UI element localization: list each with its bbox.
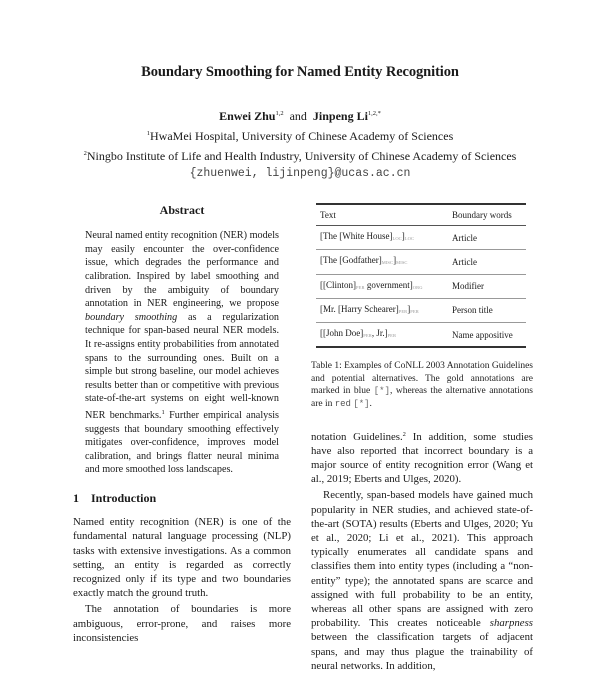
table-cell-boundary: Article xyxy=(448,250,526,274)
left-column xyxy=(73,203,291,645)
table-row xyxy=(316,226,526,250)
affil-mark: 2 xyxy=(83,150,87,157)
span-text: , Jr.] xyxy=(371,328,388,339)
author-joiner: and xyxy=(289,109,307,123)
span-text: [Mr. [Harry Schearer] xyxy=(320,303,399,314)
body-text: Recently, span-based models have gained much popularity in NER studies, and achieved state-of-the-art (SOTA) results (Eberts and Ulges, 2020; Yu et al., 2020; Li et al., 2021). This approach typically enumerates all candidate spans and classifies them into entity types (including a “non-entity” type); the annotated spans are scarce and assigned with full probability to be an entity, whereas all other spans are assigned with zero probability. This creates noticeable xyxy=(311,489,533,630)
span-text: [The [White House] xyxy=(320,231,393,242)
author-name: Enwei Zhu xyxy=(219,109,276,123)
affil-mark: 1 xyxy=(146,130,150,137)
abstract-body xyxy=(85,229,279,477)
entity-tag: PER xyxy=(410,308,419,314)
caption-marker: [*] xyxy=(353,399,370,409)
author-affil-mark: 1,2 xyxy=(275,110,284,117)
entity-tag: MISC xyxy=(381,260,394,266)
body-text: between the classification targets of adjacent spans, and may thus plague the trainability of neural networks. In addition, xyxy=(311,631,533,672)
abstract-text: as a regularization technique for span-based neural NER models. It re-assigns entity probabilities from annotated spans to the surrounding ones. Built on a simple but strong baseline, our model achieves results better than or competitive with previous state-of-the-art systems on eight well-known NER benchmarks. xyxy=(85,311,280,421)
caption-text: . xyxy=(369,399,372,409)
author-email: {zhuenwei, lijinpeng}@ucas.ac.cn xyxy=(189,167,411,180)
right-body-text xyxy=(311,428,533,673)
table-cell-text xyxy=(316,274,448,298)
footnote-mark: 1 xyxy=(161,408,165,416)
span-text: ] xyxy=(401,231,405,242)
abstract-heading: Abstract xyxy=(159,203,205,217)
entity-tag: PER xyxy=(356,284,365,290)
paper-title: Boundary Smoothing for Named Entity Recognition xyxy=(141,64,459,80)
span-text: ] xyxy=(393,255,397,266)
span-text: [[John Doe] xyxy=(320,328,364,339)
table-row xyxy=(316,298,526,322)
table-header: Boundary words xyxy=(448,204,526,226)
span-text: [The [Godfather] xyxy=(320,255,382,266)
entity-tag: ORG xyxy=(412,284,423,290)
abstract-text: Further empirical analysis suggests that boundary smoothing effectively mitigates over-confidence, improves model calibration, and brings flatter neural minima and more smoothed loss landscapes. xyxy=(85,409,279,476)
table-header: Text xyxy=(316,204,448,226)
table-cell-boundary: Name appositive xyxy=(448,323,526,348)
intro-paragraph: Named entity recognition (NER) is one of the fundamental natural language processing (NLP) tasks with extensive investigations. As a common setting, an entity is regarded as correctly recognized only if its type and two boundaries exactly match the ground truth. xyxy=(73,516,291,600)
entity-tag: PER xyxy=(398,308,408,314)
right-column xyxy=(311,203,533,673)
table-cell-text xyxy=(316,250,448,274)
caption-text: Table 1: Examples of CoNLL 2003 Annotation Guidelines and potential alternatives. The gold annotations are marked in blue xyxy=(311,361,533,397)
caption-color-word: red xyxy=(334,399,351,409)
caption-marker: [*] xyxy=(373,386,390,397)
affil-text: HwaMei Hospital, University of Chinese Academy of Sciences xyxy=(149,129,454,143)
abstract-text: Neural named entity recognition (NER) models may easily encounter the over-confidence issue, which degrades the performance and calibration. Inspired by label smoothing and driven by the ambiguity of boundary annotation in NER engineering, we propose xyxy=(85,230,279,310)
author-names xyxy=(0,105,600,125)
italic-term: sharpness xyxy=(489,617,533,630)
author-name: Jinpeng Li xyxy=(312,109,368,123)
body-paragraph xyxy=(311,428,533,487)
table-row xyxy=(316,250,526,274)
table-cell-boundary: Article xyxy=(448,226,526,250)
section-heading-introduction xyxy=(73,491,291,505)
footnote-mark: 2 xyxy=(402,430,406,438)
caption-text: , whereas the alternative annotations are in xyxy=(311,386,533,409)
section-title: Introduction xyxy=(91,490,157,505)
span-text: ] xyxy=(407,303,411,314)
body-paragraph xyxy=(311,488,533,673)
table-cell-text xyxy=(316,226,448,250)
section-number: 1 xyxy=(73,490,79,505)
span-text: [[Clinton] xyxy=(320,279,356,290)
abstract-italic-term: boundary smoothing xyxy=(85,311,178,323)
table-cell-boundary: Modifier xyxy=(448,274,526,298)
body-text: In addition, some studies have also reported that incorrect boundary is a major source of entity recognition error (Wang et al., 2019; Eberts and Ulges, 2020). xyxy=(311,430,533,486)
author-block xyxy=(0,105,600,182)
entity-tag: LOC xyxy=(392,236,402,242)
span-text: government] xyxy=(364,279,413,290)
table-cell-boundary: Person title xyxy=(448,298,526,322)
author-affil-mark: 1,2,* xyxy=(367,110,381,117)
table-row xyxy=(316,323,526,348)
entity-tag: MISC xyxy=(396,260,408,266)
table-cell-text xyxy=(316,298,448,322)
entity-tag: PER xyxy=(363,333,372,339)
examples-table xyxy=(316,203,526,348)
table-cell-text xyxy=(316,323,448,348)
intro-paragraph: The annotation of boundaries is more ambiguous, error-prone, and raises more inconsistencies xyxy=(73,603,291,644)
entity-tag: LOC xyxy=(404,236,415,242)
body-text: notation Guidelines. xyxy=(311,430,403,443)
affiliation xyxy=(0,125,600,145)
table-row xyxy=(316,274,526,298)
table-caption xyxy=(311,360,533,410)
entity-tag: PER xyxy=(387,333,397,339)
affil-text: Ningbo Institute of Life and Health Industry, University of Chinese Academy of Sciences xyxy=(86,149,517,163)
affiliation xyxy=(0,145,600,165)
